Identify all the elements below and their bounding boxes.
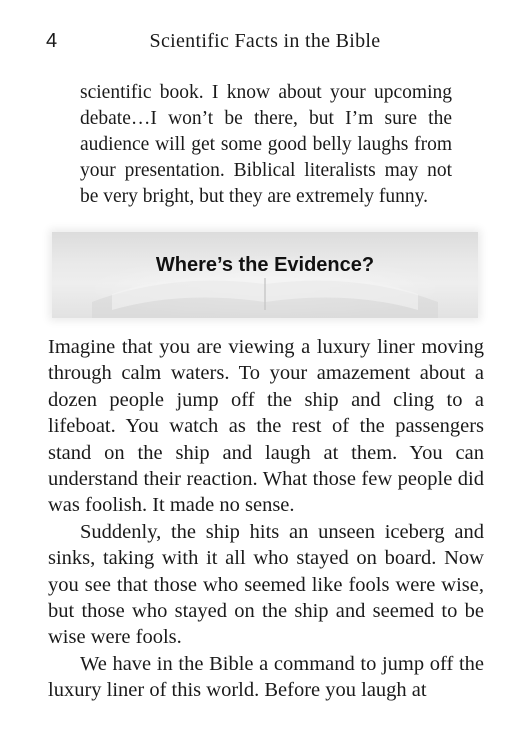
- section-banner: [52, 232, 478, 318]
- body-paragraph-1: Imagine that you are viewing a luxury liner moving through calm waters. To your amazement about a dozen people jump off the ship and cling to a lifeboat. You watch as the rest of the passengers stand on the ship and laugh at them. You can understand their reaction. What those few people did was foolish. It made no sense.: [48, 336, 484, 517]
- body-text: [48, 334, 484, 704]
- page-number: 4: [46, 30, 58, 52]
- quote-block: scientific book. I know about your upcoming debate…I won’t be there, but I’m sure the audience will get some good belly laughs from your presentation. Biblical literalists may not be very bright, but they are extremely funny.: [80, 82, 452, 207]
- body-paragraph-2: Suddenly, the ship hits an unseen iceberg and sinks, taking with it all who stayed on board. Now you see that those who seemed like fools were wise, but those who stayed on the ship and seemed to be wise were fools.: [48, 520, 484, 649]
- body-paragraph-3: We have in the Bible a command to jump off the luxury liner of this world. Before you laugh at: [48, 652, 484, 702]
- page-header: [0, 30, 530, 60]
- section-title: Where’s the Evidence?: [155, 254, 375, 276]
- running-head: Scientific Facts in the Bible: [149, 30, 381, 52]
